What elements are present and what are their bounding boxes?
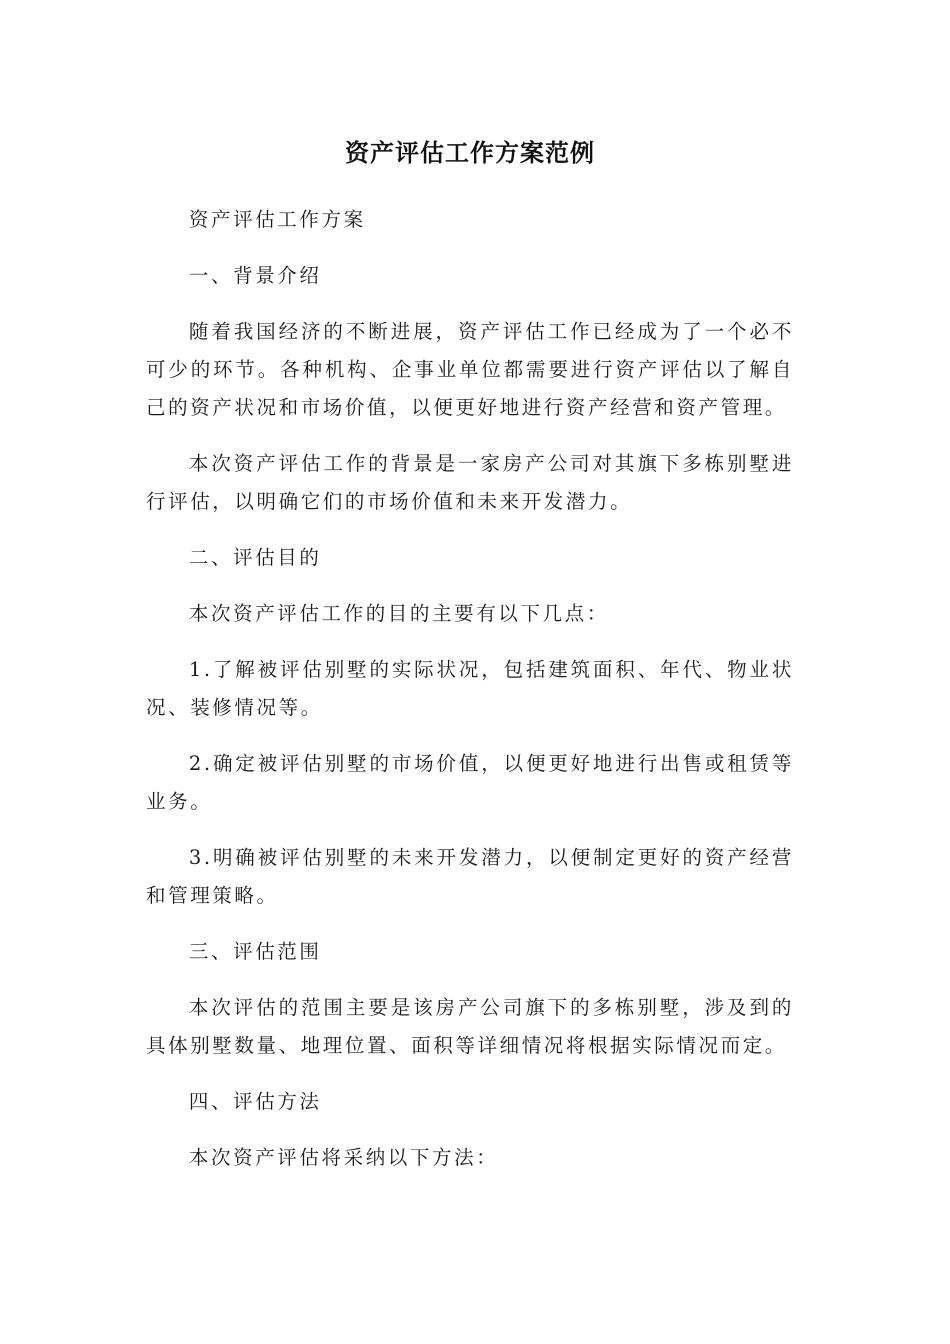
section-heading-method: 四、评估方法 bbox=[188, 1090, 322, 1113]
list-item-3: 3.明确被评估别墅的未来开发潜力，以便制定更好的资产经营和管理策略。 bbox=[146, 846, 794, 907]
list-item-1: 1.了解被评估别墅的实际状况，包括建筑面积、年代、物业状况、装修情况等。 bbox=[146, 658, 794, 719]
section-heading-purpose: 二、评估目的 bbox=[188, 546, 322, 569]
body-paragraph: 本次资产评估工作的背景是一家房产公司对其旗下多栋别墅进行评估，以明确它们的市场价值和未来开发潜力。 bbox=[146, 452, 794, 513]
body-paragraph: 本次资产评估工作的目的主要有以下几点： bbox=[188, 602, 609, 625]
list-item-2: 2.确定被评估别墅的市场价值，以便更好地进行出售或租赁等业务。 bbox=[146, 752, 794, 813]
body-paragraph: 本次资产评估将采纳以下方法： bbox=[188, 1146, 499, 1169]
document-title: 资产评估工作方案范例 bbox=[345, 139, 595, 167]
section-heading-scope: 三、评估范围 bbox=[188, 940, 322, 963]
subtitle-paragraph: 资产评估工作方案 bbox=[188, 208, 366, 231]
body-paragraph: 随着我国经济的不断进展，资产评估工作已经成为了一个必不可少的环节。各种机构、企事业单位都需要进行资产评估以了解自己的资产状况和市场价值，以便更好地进行资产经营和资产管理。 bbox=[146, 320, 794, 419]
section-heading-background: 一、背景介绍 bbox=[188, 264, 322, 287]
body-paragraph: 本次评估的范围主要是该房产公司旗下的多栋别墅，涉及到的具体别墅数量、地理位置、面积等详细情况将根据实际情况而定。 bbox=[146, 996, 794, 1057]
